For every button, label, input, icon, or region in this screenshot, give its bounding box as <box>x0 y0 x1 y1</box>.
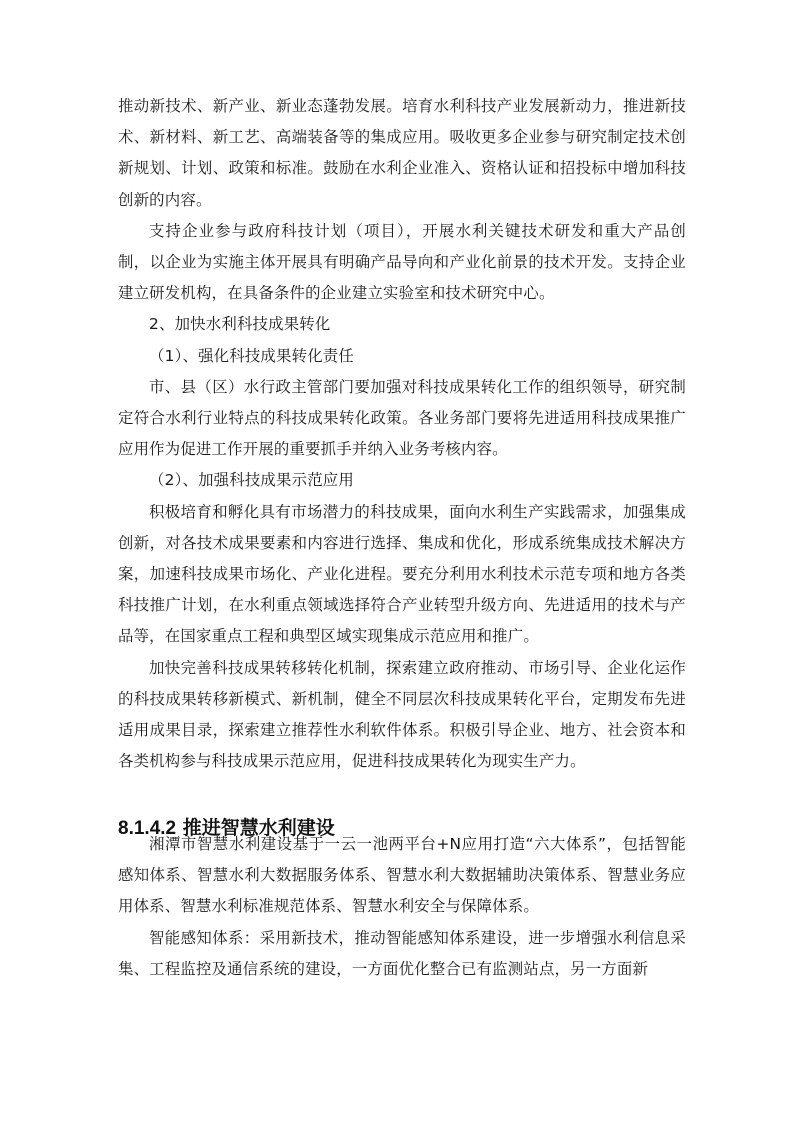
body-section-2 <box>118 829 686 985</box>
subheading-level-3: （2）、加强科技成果示范应用 <box>149 471 354 490</box>
paragraph: 积极培育和孵化具有市场潜力的科技成果，面向水利生产实践需求，加强集成创新，对各技术成果要素和内容进行选择、集成和优化，形成系统集成技术解决方案，加速科技成果市场化、产业化进程。要充分利用水利技术示范专项和地方各类科技推广计划，在水利重点领域选择符合产业转型升级方向、先进适用的技术与产品等，在国家重点工程和典型区域实现集成示范应用和推广。 <box>118 502 686 646</box>
body-section-1 <box>118 91 686 777</box>
paragraph: 市、县（区）水行政主管部门要加强对科技成果转化工作的组织领导，研究制定符合水利行业特点的科技成果转化政策。各业务部门要将先进适用科技成果推广应用作为促进工作开展的重要抓手并纳入业务考核内容。 <box>118 377 686 459</box>
section-number: 8.1.4.2 <box>118 818 177 839</box>
section-title: 推进智慧水利建设 <box>182 817 335 839</box>
paragraph: 加快完善科技成果转移转化机制，探索建立政府推动、市场引导、企业化运作的科技成果转移新模式、新机制，健全不同层次科技成果转化平台，定期发布先进适用成果目录，探索建立推荐性水利软件体系。积极引导企业、地方、社会资本和各类机构参与科技成果示范应用，促进科技成果转化为现实生产力。 <box>118 658 686 771</box>
subheading-level-2: 2、加快水利科技成果转化 <box>149 315 331 334</box>
paragraph: 智能感知体系：采用新技术，推动智能感知体系建设，进一步增强水利信息采集、工程监控及通信系统的建设，一方面优化整合已有监测站点，另一方面新 <box>118 928 686 978</box>
paragraph: 湘潭市智慧水利建设基于一云一池两平台+N应用打造“六大体系”，包括智能感知体系、智慧水利大数据服务体系、智慧水利大数据辅助决策体系、智慧业务应用体系、智慧水利标准规范体系、智慧水利安全与保障体系。 <box>118 835 686 916</box>
paragraph: 支持企业参与政府科技计划（项目），开展水利关键技术研发和重大产品创制，以企业为实施主体开展具有明确产品导向和产业化前景的技术开发。支持企业建立研发机构，在具备条件的企业建立实验室和技术研究中心。 <box>118 221 686 303</box>
paragraph-continuation: 推动新技术、新产业、新业态蓬勃发展。培育水利科技产业发展新动力，推进新技术、新材料、新工艺、高端装备等的集成应用。吸收更多企业参与研究制定技术创新规划、计划、政策和标准。鼓励在水利企业准入、资格认证和招投标中增加科技创新的内容。 <box>118 97 686 209</box>
subheading-level-3: （1）、强化科技成果转化责任 <box>149 346 354 365</box>
